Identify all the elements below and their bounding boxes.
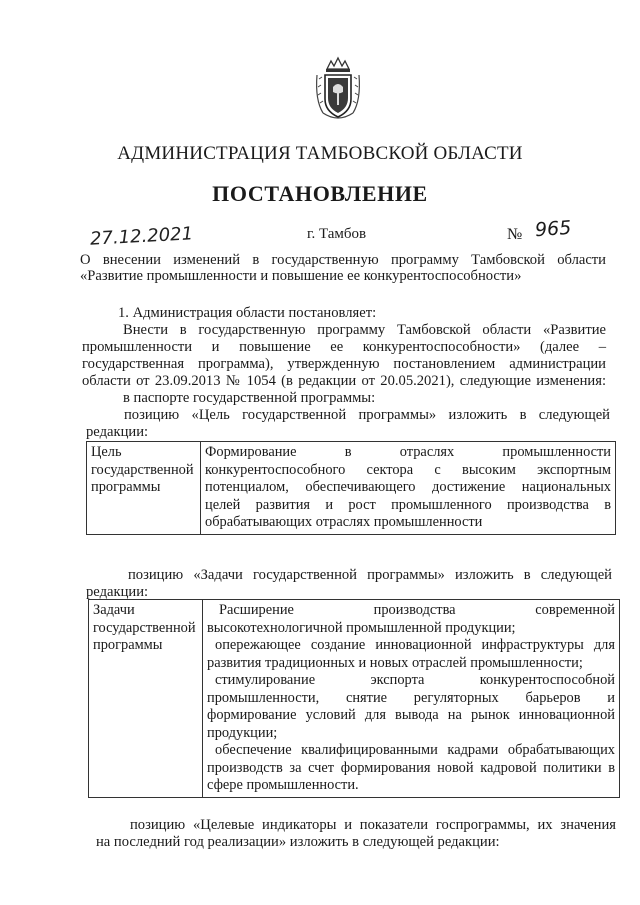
paragraph-indicators-line-1: позицию «Целевые индикаторы и показатели госпрограммы, их значения <box>130 817 616 833</box>
paragraph-goal-line-1: позицию «Цель государственной программы» изложить в следующей <box>124 407 610 423</box>
paragraph-amend-line-1: Внести в государственную программу Тамбовской области «Развитие <box>123 322 606 338</box>
document-city: г. Тамбов <box>307 226 367 242</box>
document-date: 27.12.2021 <box>89 223 194 250</box>
paragraph-tasks-line-1: позицию «Задачи государственной программы» изложить в следующей <box>128 567 612 583</box>
goal-table <box>86 441 616 535</box>
paragraph-decree: 1. Администрация области постановляет: <box>118 305 377 321</box>
administration-title: АДМИНИСТРАЦИЯ ТАМБОВСКОЙ ОБЛАСТИ <box>117 143 523 164</box>
subject-line-1: О внесении изменений в государственную программу Тамбовской области <box>80 252 606 268</box>
tasks-text-cell: Расширение производства современной высокотехнологичной промышленной продукции; опережающее создание инновационной инфраструктуры для развития традиционных и новых отраслей промышленности; стимулирование экспорта конкурентоспособной промышленности, снятие регуляторных барьеров и формирование условий для вывода на рынок инновационной продукции; обеспечение квалифицированными кадрами обрабатывающих производств за счет формирования новой кадровой политики в сфере промышленности. <box>203 600 620 798</box>
paragraph-amend-line-3: государственная программа), утвержденную постановлением администрации <box>82 356 606 372</box>
document-type-title: ПОСТАНОВЛЕНИЕ <box>212 181 428 206</box>
tasks-label-cell: Задачи государственной программы <box>89 600 203 798</box>
table-row <box>87 442 616 535</box>
goal-text-cell: Формирование в отраслях промышленности конкурентоспособного сектора с высоким экспортным потенциалом, обеспечивающего достижение национальных целей развития и рост промышленного производства в обрабатывающих отраслях промышленности <box>201 442 616 535</box>
paragraph-goal-line-2: редакции: <box>86 424 149 440</box>
paragraph-amend-line-4: области от 23.09.2013 № 1054 (в редакции от 20.05.2021), следующие изменения: <box>82 373 606 389</box>
coat-of-arms-icon <box>313 55 363 125</box>
goal-label-cell: Цель государственной программы <box>87 442 201 535</box>
subject-line-2: «Развитие промышленности и повышение ее конкурентоспособности» <box>80 268 522 284</box>
paragraph-amend-line-2: промышленности и повышение ее конкурентоспособности» (далее – <box>82 339 606 355</box>
paragraph-tasks-line-2: редакции: <box>86 584 149 600</box>
paragraph-passport: в паспорте государственной программы: <box>123 390 376 406</box>
table-row <box>89 600 620 798</box>
document-number-label: № <box>507 226 523 243</box>
document-number: 965 <box>534 216 572 242</box>
paragraph-indicators-line-2: на последний год реализации» изложить в следующей редакции: <box>96 834 500 850</box>
tasks-table <box>88 599 620 798</box>
